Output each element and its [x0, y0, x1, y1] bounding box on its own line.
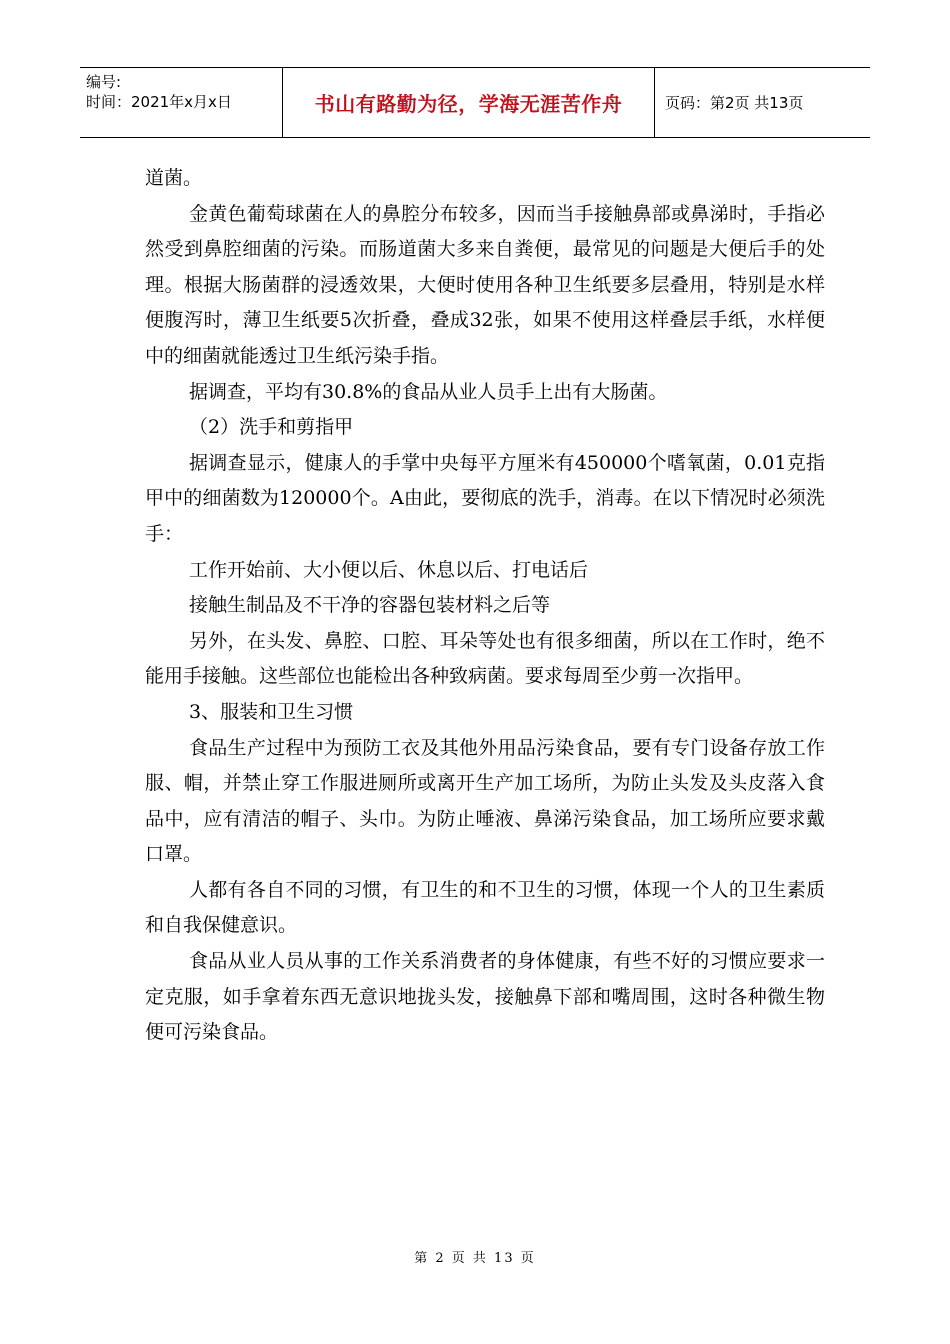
header-page-info — [655, 68, 870, 137]
paragraph: 人都有各自不同的习惯，有卫生的和不卫生的习惯，体现一个人的卫生素质和自我保健意识。 — [145, 878, 825, 937]
document-number: 编号: — [86, 73, 122, 91]
page-info-text: 页码：第2页 共13页 — [665, 94, 804, 112]
section-heading: （2）洗手和剪指甲 — [189, 416, 354, 439]
motto-text: 书山有路勤为径，学海无涯苦作舟 — [314, 92, 623, 116]
paragraph: 工作开始前、大小便以后、休息以后、打电话后 — [189, 558, 589, 581]
page-footer — [0, 1247, 950, 1266]
paragraph: 接触生制品及不干净的容器包装材料之后等 — [189, 594, 551, 617]
document-time: 时间：2021年x月x日 — [86, 93, 232, 111]
section-heading: 3、服装和卫生习惯 — [189, 700, 354, 723]
paragraph: 据调查，平均有30.8%的食品从业人员手上出有大肠菌。 — [189, 380, 668, 403]
document-body — [145, 161, 825, 1051]
paragraph: 金黄色葡萄球菌在人的鼻腔分布较多，因而当手接触鼻部或鼻涕时，手指必然受到鼻腔细菌的污染。而肠道菌大多来自粪便，最常见的问题是大便后手的处理。根据大肠菌群的浸透效果，大便时使用各种卫生纸要多层叠用，特别是水样便腹泻时，薄卫生纸要5次折叠，叠成32张，如果不使用这样叠层手纸，水样便中的细菌就能透过卫生纸污染手指。 — [145, 202, 825, 367]
footer-page-number: 第 2 页 共 13 页 — [414, 1251, 536, 1266]
header-motto-cell — [283, 68, 655, 137]
paragraph: 道菌。 — [145, 167, 203, 189]
paragraph: 另外，在头发、鼻腔、口腔、耳朵等处也有很多细菌，所以在工作时，绝不能用手接触。这些部位也能检出各种致病菌。要求每周至少剪一次指甲。 — [145, 629, 825, 688]
paragraph: 食品生产过程中为预防工衣及其他外用品污染食品，要有专门设备存放工作服、帽，并禁止穿工作服进厕所或离开生产加工场所，为防止头发及头皮落入食品中，应有清洁的帽子、头巾。为防止唾液、鼻涕污染食品，加工场所应要求戴口罩。 — [145, 736, 825, 866]
paragraph: 据调查显示，健康人的手掌中央每平方厘米有450000个嗜氧菌，0.01克指甲中的细菌数为120000个。A由此，要彻底的洗手，消毒。在以下情况时必须洗手： — [145, 451, 825, 545]
paragraph: 食品从业人员从事的工作关系消费者的身体健康，有些不好的习惯应要求一定克服，如手拿着东西无意识地拢头发，接触鼻下部和嘴周围，这时各种微生物便可污染食品。 — [145, 950, 825, 1044]
header-meta — [80, 68, 283, 137]
page-header — [80, 67, 870, 138]
